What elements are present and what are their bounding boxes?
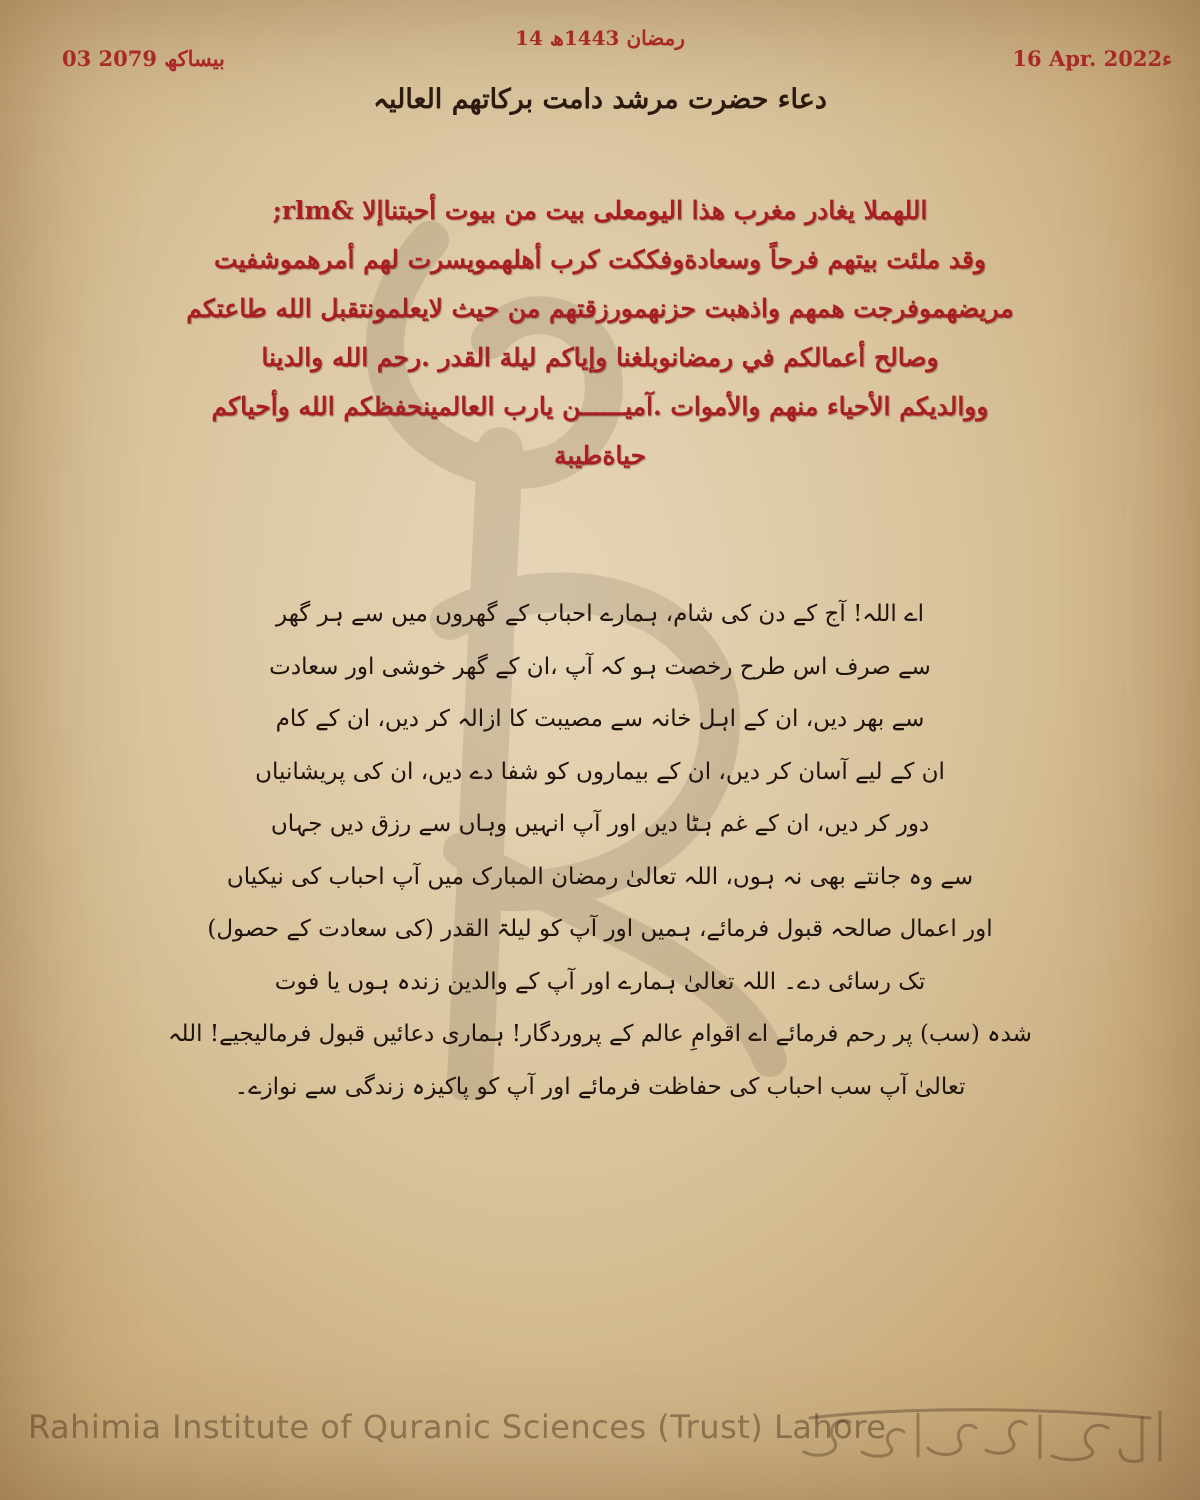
urdu-line: اے اللہ! آج کے دن کی شام، ہمارے احباب کے گھروں میں سے ہر گھر — [276, 601, 924, 627]
page-title: دعاء حضرت مرشد دامت برکاتھم العالیہ — [373, 84, 827, 115]
arabic-line: اللهملا يغادر مغرب هذا اليومعلى بيت من بيوت أحبتناإلا &rlm; — [272, 196, 928, 225]
arabic-line: مريضهموفرجت همهم واذهبت حزنهمورزقتهم من حيث لايعلمونتقبل الله طاعتكم — [186, 294, 1014, 323]
urdu-line: تعالیٰ آپ سب احباب کی حفاظت فرمائے اور آپ کو پاکیزہ زندگی سے نوازے۔ — [234, 1073, 966, 1100]
urdu-line: سے صرف اس طرح رخصت ہو کہ آپ ،ان کے گھر خوشی اور سعادت — [269, 653, 931, 680]
hijri-date: 14 رمضان 1443ھ — [515, 26, 685, 50]
arabic-line: حياةطيبة — [553, 441, 647, 470]
urdu-line: دور کر دیں، ان کے غم ہٹا دیں اور آپ انہیں وہاں سے رزق دیں جہاں — [270, 811, 930, 837]
arabic-line: وصالح أعمالكم في رمضانوبلغنا وإياكم ليلة القدر .رحم الله والدينا — [261, 343, 939, 372]
urdu-line: ان کے لیے آسان کر دیں، ان کے بیماروں کو شفا دے دیں، ان کی پریشانیاں — [255, 758, 945, 785]
gregorian-date: 16 Apr. 2022ء — [1012, 46, 1172, 71]
arabic-line: ووالديكم الأحياء منهم والأموات .آميــــــن يارب العالمينحفظكم الله وأحياكم — [211, 392, 989, 421]
institute-calligraphy-logo — [790, 1398, 1175, 1473]
urdu-line: شدہ (سب) پر رحم فرمائے اے اقوامِ عالم کے پروردگار! ہماری دعائیں قبول فرمالیجیے! اللہ — [168, 1021, 1032, 1047]
urdu-line: اور اعمال صالحہ قبول فرمائے، ہمیں اور آپ کو لیلۃ القدر (کی سعادت کے حصول) — [207, 916, 993, 942]
urdu-line: سے وہ جانتے بھی نہ ہوں، اللہ تعالیٰ رمضان المبارک میں آپ احباب کی نیکیاں — [226, 863, 974, 890]
arabic-line: وقد ملئت بيتهم فرحاً وسعادةوفككت كرب أهلهمويسرت لهم أمرهموشفيت — [214, 245, 986, 274]
bikrami-date: 03 بیساکھ 2079 — [62, 46, 225, 71]
arabic-dua-block — [90, 186, 1110, 480]
urdu-translation-block — [140, 588, 1060, 1113]
urdu-line: سے بھر دیں، ان کے اہل خانہ سے مصیبت کا ازالہ کر دیں، ان کے کام — [275, 706, 925, 732]
urdu-line: تک رسائی دے۔ اللہ تعالیٰ ہمارے اور آپ کے والدین زندہ ہوں یا فوت — [274, 968, 926, 995]
institute-name-english: Rahimia Institute of Quranic Sciences (Trust) Lahore — [28, 1408, 887, 1446]
